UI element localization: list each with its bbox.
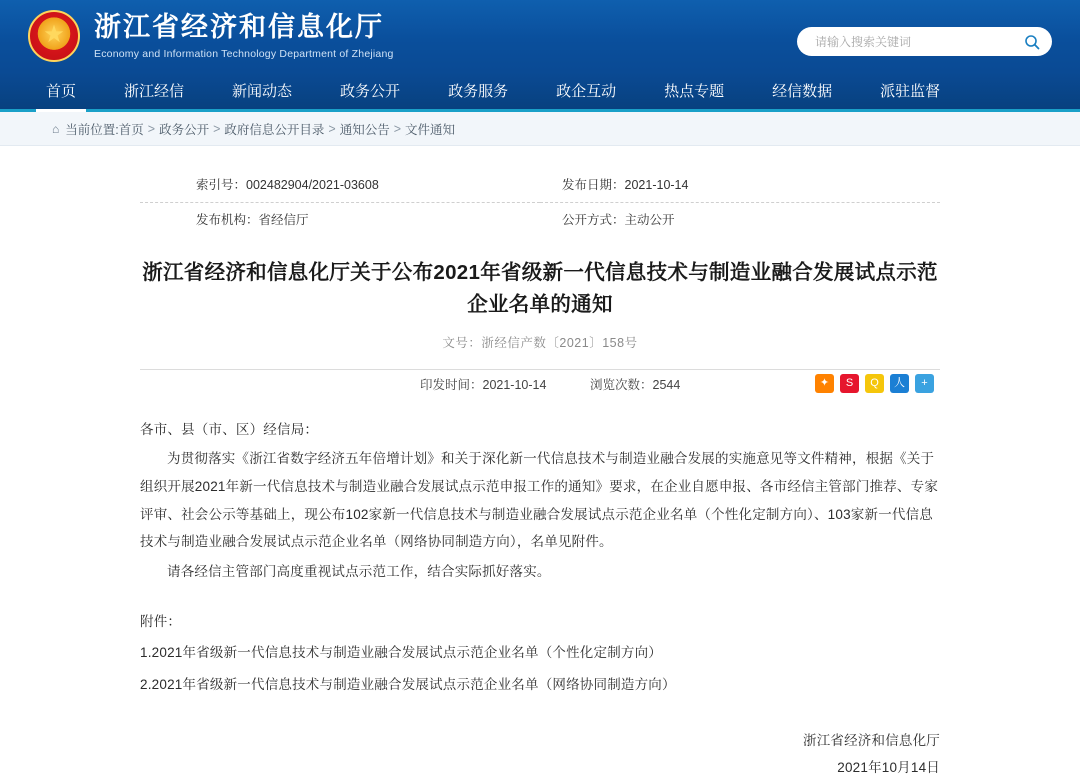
meta-publish-date-label: 发布日期： xyxy=(562,178,625,192)
view-count: 浏览次数：2544 xyxy=(590,377,681,392)
breadcrumb-item-file-notice[interactable]: 文件通知 xyxy=(405,122,456,137)
attachments-section xyxy=(140,608,940,699)
article-container xyxy=(0,146,1080,781)
nav-item-enterprise-interaction[interactable]: 政企互动 xyxy=(556,83,617,100)
meta-agency-value: 省经信厅 xyxy=(258,213,309,227)
body-paragraph-salutation: 各市、县（市、区）经信局： xyxy=(140,421,319,437)
search-box[interactable] xyxy=(797,27,1052,56)
nav-item-government-openness[interactable]: 政务公开 xyxy=(340,83,401,100)
breadcrumb-prefix: 当前位置: xyxy=(65,122,119,137)
nav-item-supervision[interactable]: 派驻监督 xyxy=(880,83,941,100)
document-signature xyxy=(140,727,940,781)
home-icon: ⌂ xyxy=(52,121,60,136)
meta-agency-cell xyxy=(140,203,540,238)
share-weibo-icon[interactable]: S xyxy=(840,374,859,393)
spacer xyxy=(140,588,940,608)
nav-item-zhejiang-jingxin[interactable]: 浙江经信 xyxy=(124,83,185,100)
meta-disclosure-label: 公开方式： xyxy=(562,213,625,227)
search-icon-glyph xyxy=(1024,34,1040,50)
document-meta-table xyxy=(140,168,940,237)
site-title-en: Economy and Information Technology Department of Zhejiang xyxy=(94,47,394,60)
nav-item-hot-topics[interactable]: 热点专题 xyxy=(664,83,725,100)
nav-item-data[interactable]: 经信数据 xyxy=(772,83,833,100)
print-date: 印发时间：2021-10-14 xyxy=(420,377,547,392)
attachments-label: 附件： xyxy=(140,613,182,629)
nav-item-home[interactable]: 首页 xyxy=(22,72,100,109)
meta-disclosure-cell xyxy=(540,203,940,238)
breadcrumb-separator: > xyxy=(393,121,402,136)
breadcrumb-separator: > xyxy=(147,121,156,136)
table-row xyxy=(140,168,940,203)
site-header xyxy=(0,0,1080,72)
meta-publish-date-value: 2021-10-14 xyxy=(624,178,689,192)
share-renren-icon[interactable]: 人 xyxy=(890,374,909,393)
breadcrumb xyxy=(0,112,1080,146)
site-title-cn: 浙江省经济和信息化厅 xyxy=(94,12,384,43)
attachment-item-2[interactable]: 2.2021年省级新一代信息技术与制造业融合发展试点示范企业名单（网络协同制造方向） xyxy=(140,676,676,692)
document-body xyxy=(140,396,940,781)
breadcrumb-item-catalog[interactable]: 政府信息公开目录 xyxy=(224,122,325,137)
table-row xyxy=(140,203,940,238)
page-title: 浙江省经济和信息化厅关于公布2021年省级新一代信息技术与制造业融合发展试点示范企业名单的通知 xyxy=(142,261,938,316)
main-nav xyxy=(0,72,1080,112)
nav-item-news[interactable]: 新闻动态 xyxy=(232,83,293,100)
breadcrumb-separator: > xyxy=(328,121,336,136)
meta-agency-label: 发布机构： xyxy=(196,213,259,227)
body-paragraph-main: 为贯彻落实《浙江省数字经济五年倍增计划》和关于深化新一代信息技术与制造业融合发展的实施意见等文件精神，根据《关于组织开展2021年新一代信息技术与制造业融合发展试点示范申报工作的通知》要求，在企业自愿申报、各市经信主管部门推荐、专家评审、社会公示等基础上，现公布102家新一代信息技术与制造业融合发展试点示范企业名单（个性化定制方向）、103家新一代信息技术与制造业融合发展试点示范企业名单（网络协同制造方向），名单见附件。 xyxy=(140,451,939,550)
signature-org: 浙江省经济和信息化厅 xyxy=(803,732,940,748)
share-xinlang-icon[interactable]: ✦ xyxy=(815,374,834,393)
breadcrumb-item-home[interactable]: 首页 xyxy=(118,122,144,137)
breadcrumb-item-government-openness[interactable]: 政务公开 xyxy=(159,122,210,137)
site-title-block xyxy=(94,12,394,59)
meta-index-value: 002482904/2021-03608 xyxy=(246,178,379,192)
meta-index-label: 索引号： xyxy=(196,178,247,192)
attachment-item-1[interactable]: 1.2021年省级新一代信息技术与制造业融合发展试点示范企业名单（个性化定制方向） xyxy=(140,645,662,661)
meta-index-cell xyxy=(140,168,540,203)
share-bar xyxy=(815,374,934,393)
document-subbar xyxy=(140,369,940,396)
share-qzone-icon[interactable]: Q xyxy=(865,374,884,393)
nav-item-government-services[interactable]: 政务服务 xyxy=(448,83,509,100)
signature-date: 2021年10月14日 xyxy=(837,759,940,775)
search-icon[interactable] xyxy=(1022,32,1042,52)
body-paragraph-closing: 请各经信主管部门高度重视试点示范工作，结合实际抓好落实。 xyxy=(167,563,551,579)
breadcrumb-item-notices[interactable]: 通知公告 xyxy=(339,122,390,137)
document-number: 文号：浙经信产数〔2021〕158号 xyxy=(442,335,638,350)
national-emblem-icon xyxy=(28,10,80,62)
meta-publish-date-cell xyxy=(540,168,940,203)
search-input[interactable] xyxy=(813,34,1022,50)
share-more-icon[interactable]: + xyxy=(915,374,934,393)
meta-disclosure-value: 主动公开 xyxy=(624,213,675,227)
breadcrumb-separator: > xyxy=(213,121,221,136)
